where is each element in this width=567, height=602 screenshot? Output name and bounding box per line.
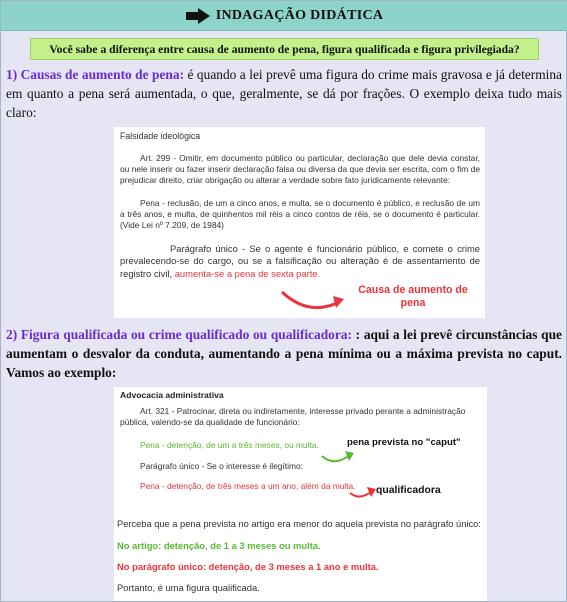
excerpt-2-paragraph: Parágrafo único - Se o interesse é ilegítimo: [140,461,303,471]
excerpt-2-annotation-qualified: qualificadora [376,485,441,496]
excerpt-2-annotation-caput: pena prevista no "caput" [347,437,461,448]
excerpt-2-title: Advocacia administrativa [120,390,224,400]
excerpt-1-article: Art. 299 - Omitir, em documento público ou particular, declaração que dele devia constar, ou nele inserir ou fazer inserir declaração falsa ou diversa da que devia ser escrita, com o fim de prejudicar direito, criar obrigação ou alterar a verdade sobre fato juridicamente relevante: [120,153,480,185]
annotation-line-2: pena [400,297,426,309]
excerpt-2-conclusion: Portanto, é uma figura qualificada. [117,582,260,593]
excerpt-1-image [114,127,485,318]
header-title: INDAGAÇÃO DIDÁTICA [215,7,384,23]
excerpt-2-note: Perceba que a pena prevista no artigo era menor do aquela prevista no parágrafo único: [117,519,481,529]
excerpt-2-note-green: No artigo: detenção, de 1 a 3 meses ou multa. [117,540,321,551]
excerpt-1-annotation [348,284,478,310]
section-2-text: : aqui a lei prevê circunstâncias que aumentam o desvalor da conduta, aumentando a pena mínima ou a máxima prevista no caput. Vamos ao exemplo: [6,327,562,381]
excerpt-2-image [114,387,487,601]
excerpt-1-penalty: Pena - reclusão, de um a cinco anos, e multa, se o documento é público, e reclusão de um a três anos, e multa, de quinhentos mil réis a cinco contos de réis, se o documento é particular. (Vide Lei nº 7.209, de 1984) [120,198,480,230]
section-1-heading: 1) Causas de aumento de pena: [6,67,185,82]
section-header [1,1,567,31]
excerpt-2-penalty-qualified: Pena - detenção, de três meses a um ano, além da multa. [140,481,356,491]
section-2-paragraph [6,325,562,383]
right-arrow-icon [186,8,210,24]
section-2-heading: 2) Figura qualificada ou crime qualificado ou qualificadora: [6,327,352,342]
excerpt-1-highlight: aumenta-se a pena de sexta parte. [174,267,321,279]
excerpt-2-penalty-caput: Pena - detenção, de um a três meses, ou multa. [140,440,319,450]
question-text: Você sabe a diferença entre causa de aumento de pena, figura qualificada e figura privilegiada? [49,42,520,56]
excerpt-1-title: Falsidade ideológica [120,131,201,141]
excerpt-1-paragraph-text: Parágrafo único - Se o agente é funcionário público, e comete o crime prevalecendo-se do cargo, ou se a falsificação ou alteração é de assentamento de registro civil, [120,243,480,279]
annotation-line-1: Causa de aumento de [358,284,468,296]
section-1-paragraph [6,65,562,123]
question-banner [30,38,539,60]
section-1-text: é quando a lei prevê uma figura do crime mais gravosa e já determina em quanto a pena será aumentada, o que, geralmente, se dá por frações. O exemplo deixa tudo mais claro: [6,67,562,121]
excerpt-2-note-red: No parágrafo único: detenção, de 3 meses a 1 ano e multa. [117,561,379,572]
excerpt-2-article: Art. 321 - Patrocinar, direta ou indiretamente, interesse privado perante a administração pública, valendo-se da qualidade de funcionário: [120,406,466,427]
